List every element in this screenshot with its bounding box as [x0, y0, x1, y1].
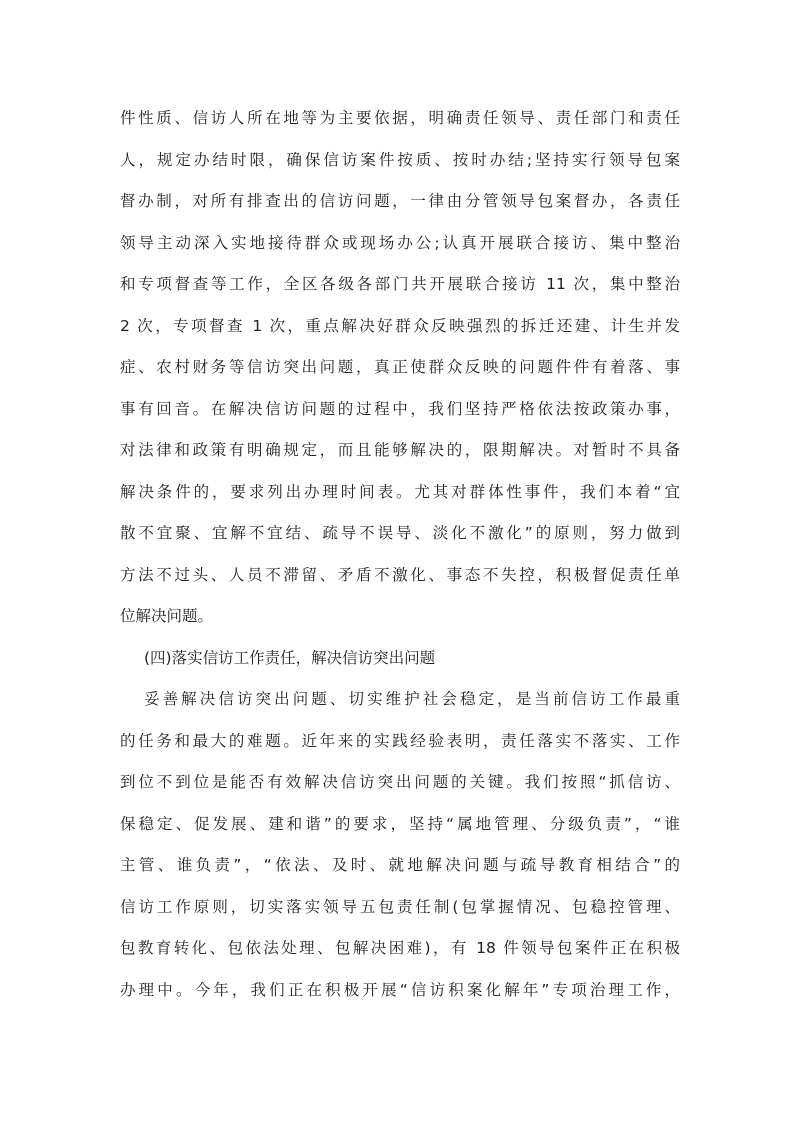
text-line: 的任务和最大的难题。近年来的实践经验表明，责任落实不落实、工作 — [120, 731, 680, 750]
text-line: 信访工作原则，切实落实领导五包责任制(包掌握情况、包稳控管理、 — [120, 897, 680, 916]
text-line: 位解决问题。 — [120, 607, 214, 625]
text-line: 散不宜聚、宜解不宜结、疏导不误导、淡化不激化”的原则，努力做到 — [120, 524, 680, 542]
text-line: 妥善解决信访突出问题、切实维护社会稳定，是当前信访工作最重 — [144, 690, 680, 708]
text-line: 解决条件的，要求列出办理时间表。尤其对群体性事件，我们本着“宜 — [120, 482, 680, 501]
text-line: 症、农村财务等信访突出问题，真正使群众反映的问题件件有着落、事 — [120, 358, 680, 376]
text-line: 人，规定办结时限，确保信访案件按质、按时办结;坚持实行领导包案 — [120, 150, 680, 169]
text-line: 保稳定、促发展、建和谐”的要求，坚持“属地管理、分级负责”，“谁 — [120, 814, 680, 833]
text-line: 督办制，对所有排查出的信访问题，一律由分管领导包案督办，各责任 — [120, 192, 680, 210]
section-heading: (四)落实信访工作责任，解决信访突出问题 — [144, 648, 436, 667]
text-line: 件性质、信访人所在地等为主要依据，明确责任领导、责任部门和责任 — [120, 109, 680, 127]
text-line: 对法律和政策有明确规定，而且能够解决的，限期解决。对暂时不具备 — [120, 441, 680, 459]
text-line: 领导主动深入实地接待群众或现场办公;认真开展联合接访、集中整治 — [120, 233, 680, 252]
text-line: 2 次，专项督查 1 次，重点解决好群众反映强烈的拆迁还建、计生并发 — [120, 316, 680, 335]
text-line: 到位不到位是能否有效解决信访突出问题的关键。我们按照“抓信访、 — [120, 773, 680, 791]
text-line: 和专项督查等工作，全区各级各部门共开展联合接访 11 次，集中整治 — [120, 275, 680, 293]
text-line: 办理中。今年，我们正在积极开展“信访积案化解年”专项治理工作， — [120, 980, 680, 999]
text-line: 事有回音。在解决信访问题的过程中，我们坚持严格依法按政策办事， — [120, 399, 680, 418]
text-line: 包教育转化、包依法处理、包解决困难)，有 18 件领导包案件正在积极 — [120, 939, 680, 957]
body-text — [120, 98, 680, 1011]
text-line: 主管、谁负责”，“依法、及时、就地解决问题与疏导教育相结合”的 — [120, 856, 680, 874]
text-line: 方法不过头、人员不滞留、矛盾不激化、事态不失控，积极督促责任单 — [120, 565, 680, 584]
